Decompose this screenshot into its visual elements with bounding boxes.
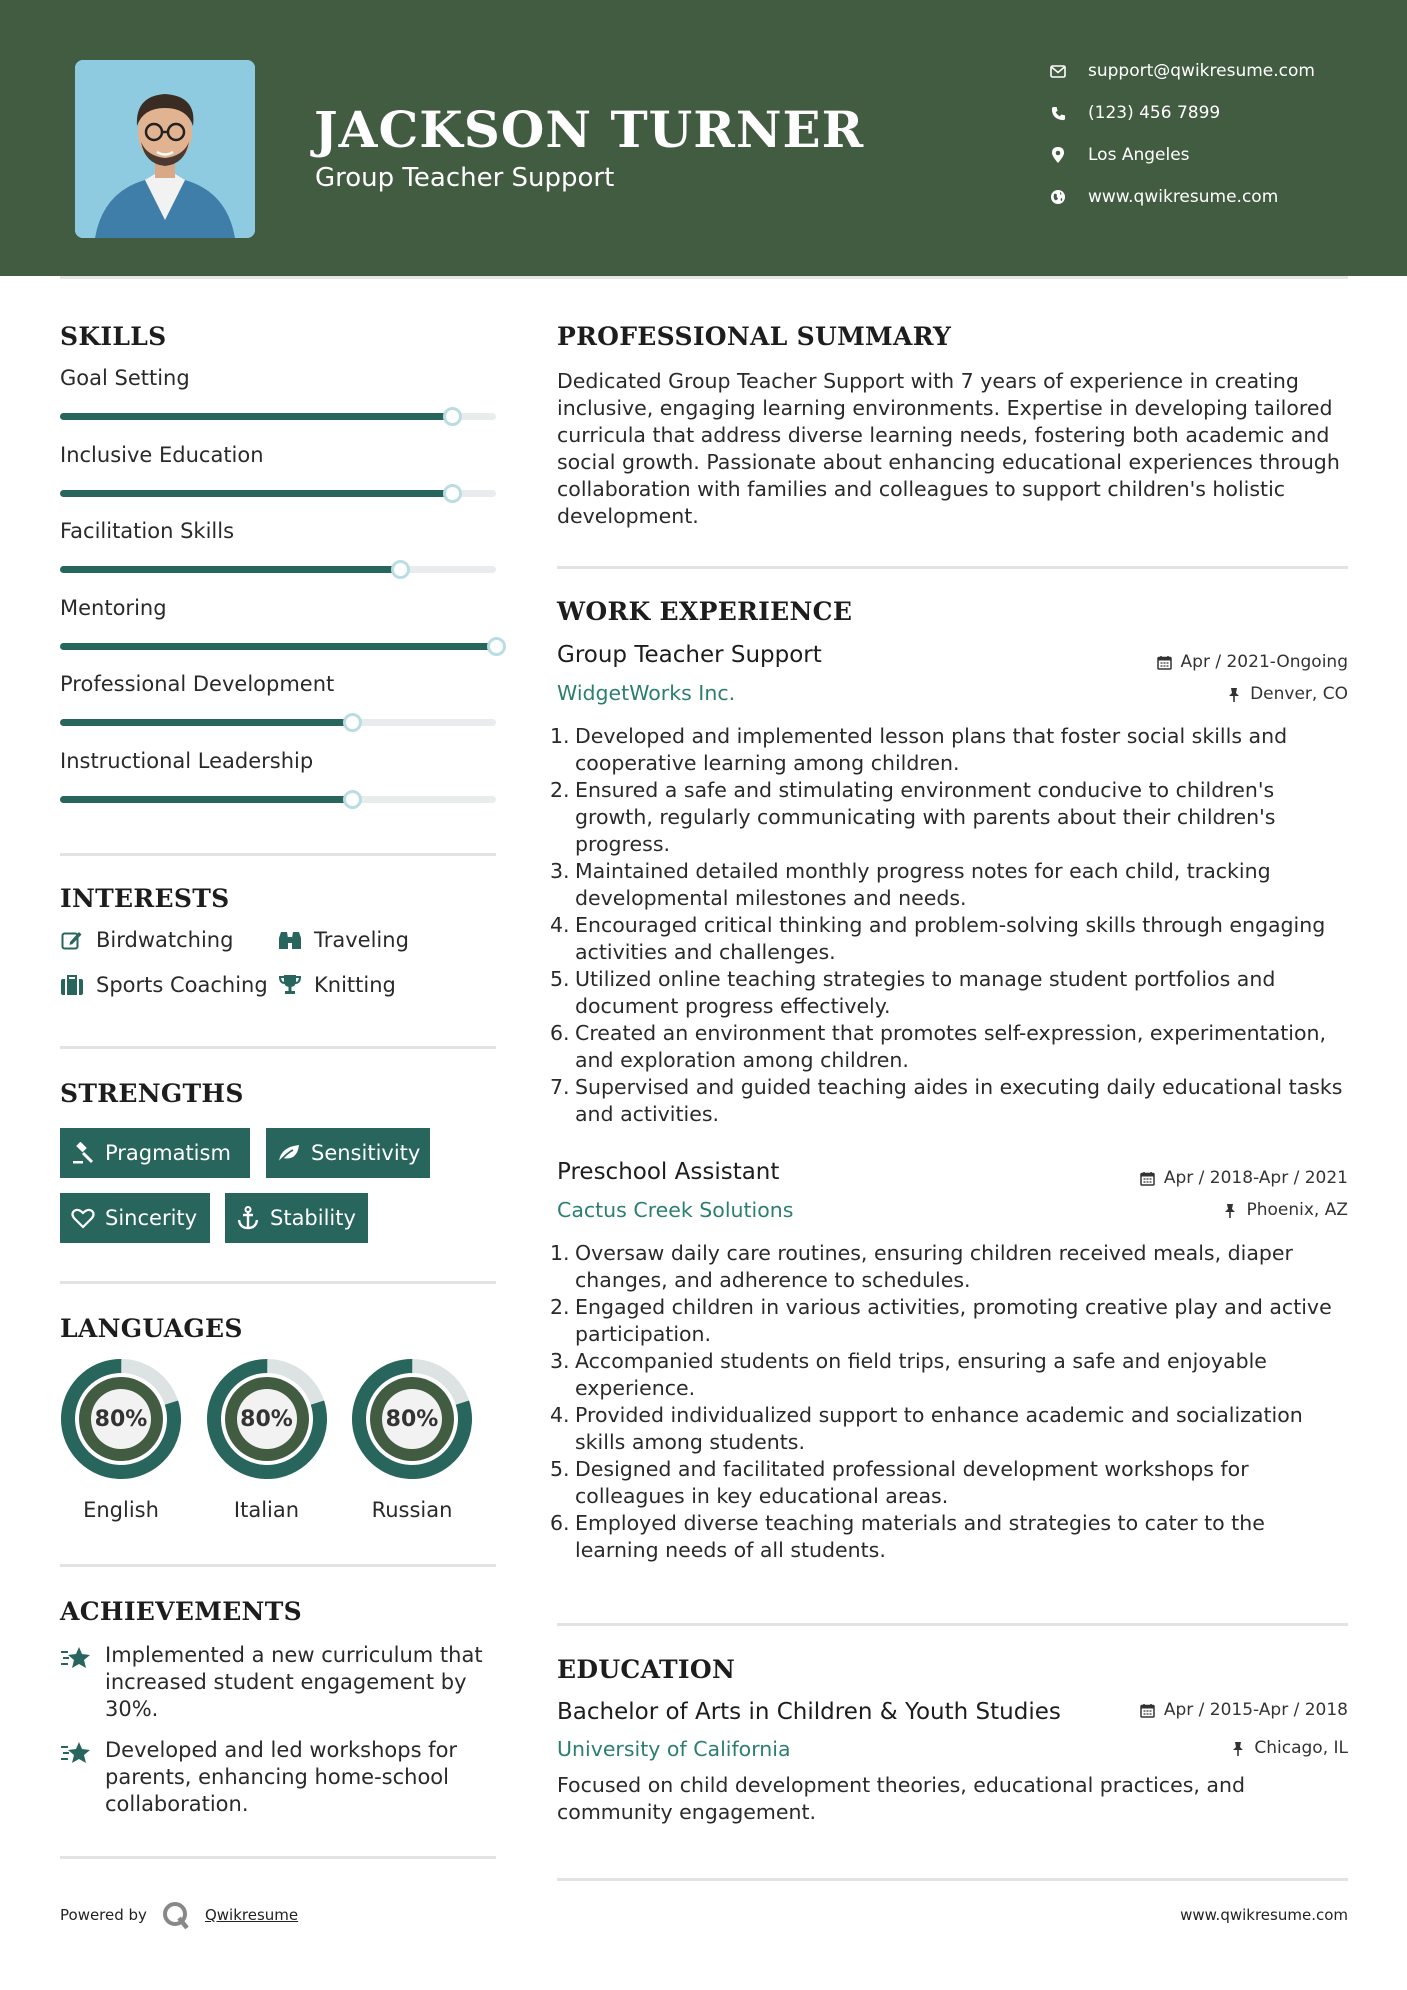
interest-item: Sports Coaching xyxy=(60,973,268,997)
skill-level-knob xyxy=(343,713,362,732)
skill-level-knob xyxy=(343,790,362,809)
calendar-icon xyxy=(1140,1170,1156,1186)
job-bullets xyxy=(550,723,1350,1128)
language-name: Russian xyxy=(371,1498,453,1522)
skill-label: Goal Setting xyxy=(60,366,190,390)
strength-badge: Sensitivity xyxy=(266,1128,430,1178)
globe-icon xyxy=(1050,189,1066,205)
job-dates: Apr / 2018-Apr / 2021 xyxy=(1140,1168,1348,1188)
heart-icon xyxy=(71,1206,95,1230)
company-name: WidgetWorks Inc. xyxy=(557,681,736,705)
contact-phone[interactable]: (123) 456 7899 xyxy=(1050,98,1220,128)
job-bullet: 7. Supervised and guided teaching aides in executing daily educational tasks and activities. xyxy=(550,1075,1343,1126)
education-description: Focused on child development theories, educational practices, and community engagement. xyxy=(557,1773,1245,1824)
job-bullet: 3. Accompanied students on field trips, ensuring a safe and enjoyable experience. xyxy=(550,1349,1267,1400)
summary-text: Dedicated Group Teacher Support with 7 years of experience in creating inclusive, engaging learning environments. Expertise in developing tailored curricula that address diverse learning needs, fostering both academic and social growth. Passionate about enhancing educational experiences through collaboration with families and colleagues to support children's holistic development. xyxy=(557,369,1340,528)
skill-level-track xyxy=(60,413,496,420)
skill-label: Professional Development xyxy=(60,672,335,696)
divider xyxy=(60,1281,496,1284)
company-name: Cactus Creek Solutions xyxy=(557,1198,794,1222)
resume-header xyxy=(0,0,1407,276)
leaf-icon xyxy=(277,1141,301,1165)
skill-level-track xyxy=(60,719,496,726)
job-bullet: 1. Oversaw daily care routines, ensuring children received meals, diaper changes, and adherence to schedules. xyxy=(550,1241,1293,1292)
footer-powered-by: Powered by Qwikresume xyxy=(60,1900,298,1930)
education-heading: EDUCATION xyxy=(557,1655,736,1684)
job-bullet: 6. Created an environment that promotes self-expression, experimentation, and exploration among children. xyxy=(550,1021,1327,1072)
divider xyxy=(60,1856,496,1859)
candidate-title: Group Teacher Support xyxy=(315,163,615,193)
language-percent: 80% xyxy=(240,1406,293,1432)
contact-email[interactable]: support@qwikresume.com xyxy=(1050,56,1315,86)
footer-website[interactable]: www.qwikresume.com xyxy=(1180,1906,1348,1924)
skill-level-fill xyxy=(60,719,352,726)
profile-photo xyxy=(75,60,255,238)
binoculars-icon xyxy=(278,928,302,952)
summary-heading: PROFESSIONAL SUMMARY xyxy=(557,322,952,351)
pencil-square-icon xyxy=(60,928,84,952)
skill-level-fill xyxy=(60,796,352,803)
skills-heading: SKILLS xyxy=(60,322,167,351)
map-pin-icon xyxy=(1050,147,1066,163)
strength-badge: Pragmatism xyxy=(60,1128,250,1178)
job-bullet: 2. Ensured a safe and stimulating environment conducive to children's growth, regularly communicating with parents about their children's progress. xyxy=(550,778,1276,856)
strength-badge: Stability xyxy=(225,1193,368,1243)
experience-heading: WORK EXPERIENCE xyxy=(557,597,853,626)
gavel-icon xyxy=(71,1141,95,1165)
language-percent: 80% xyxy=(385,1406,439,1432)
divider xyxy=(557,566,1348,569)
skill-level-track xyxy=(60,566,496,573)
skill-level-fill xyxy=(60,490,452,497)
pushpin-icon xyxy=(1230,1740,1246,1756)
achievements-heading: ACHIEVEMENTS xyxy=(60,1597,302,1626)
job-location: Denver, CO xyxy=(1226,684,1348,704)
skill-level-fill xyxy=(60,413,452,420)
education-location: Chicago, IL xyxy=(1230,1738,1348,1758)
strength-badge: Sincerity xyxy=(60,1193,210,1243)
pushpin-icon xyxy=(1226,686,1242,702)
anchor-icon xyxy=(236,1206,260,1230)
language-name: Italian xyxy=(233,1498,300,1522)
contact-website[interactable]: www.qwikresume.com xyxy=(1050,182,1278,212)
skill-level-fill xyxy=(60,566,400,573)
skill-level-fill xyxy=(60,643,496,650)
job-bullet: 5. Utilized online teaching strategies to manage student portfolios and document progress effectively. xyxy=(550,967,1276,1018)
candidate-name: JACKSON TURNER xyxy=(314,100,865,159)
job-bullet: 3. Maintained detailed monthly progress notes for each child, tracking developmental milestones and needs. xyxy=(550,859,1271,910)
calendar-icon xyxy=(1140,1702,1156,1718)
skill-level-knob xyxy=(487,637,506,656)
language-name: English xyxy=(83,1498,159,1522)
divider xyxy=(60,853,496,856)
divider xyxy=(60,1564,496,1567)
header-divider xyxy=(60,276,1348,279)
skill-label: Inclusive Education xyxy=(60,442,264,467)
shooting-star-icon xyxy=(60,1739,92,1767)
job-title: Preschool Assistant xyxy=(557,1159,780,1185)
degree-title: Bachelor of Arts in Children & Youth Studies xyxy=(557,1699,1061,1725)
skill-label: Instructional Leadership xyxy=(60,748,314,773)
interests-heading: INTERESTS xyxy=(60,884,230,913)
languages-heading: LANGUAGES xyxy=(60,1314,243,1343)
skill-label: Mentoring xyxy=(60,595,167,620)
job-bullet: 1. Developed and implemented lesson plans that foster social skills and cooperative learning among children. xyxy=(550,724,1288,775)
job-title: Group Teacher Support xyxy=(557,642,822,668)
divider xyxy=(557,1623,1348,1626)
phone-icon xyxy=(1050,105,1066,121)
shooting-star-icon xyxy=(60,1644,92,1672)
job-bullets xyxy=(550,1240,1350,1564)
job-bullet: 4. Encouraged critical thinking and problem-solving skills through engaging activities and challenges. xyxy=(550,913,1326,964)
envelope-icon xyxy=(1050,63,1066,79)
qwikresume-logo-icon xyxy=(161,1900,191,1930)
job-bullet: 5. Designed and facilitated professional development workshops for colleagues in key educational areas. xyxy=(550,1457,1249,1508)
job-dates: Apr / 2021-Ongoing xyxy=(1157,652,1348,672)
language-percent: 80% xyxy=(94,1406,148,1432)
skill-level-track xyxy=(60,796,496,803)
divider xyxy=(60,1046,496,1049)
job-bullet: 6. Employed diverse teaching materials and strategies to cater to the learning needs of all students. xyxy=(550,1511,1265,1562)
trophy-icon xyxy=(278,973,302,997)
skill-level-track xyxy=(60,643,496,650)
skill-level-knob xyxy=(443,484,462,503)
calendar-icon xyxy=(1157,654,1173,670)
skill-label: Facilitation Skills xyxy=(60,519,235,543)
contact-location: Los Angeles xyxy=(1050,140,1190,170)
skill-level-knob xyxy=(391,560,410,579)
divider xyxy=(557,1878,1348,1881)
qwikresume-link[interactable]: Qwikresume xyxy=(204,1906,299,1924)
briefcase-icon xyxy=(60,973,84,997)
school-name: University of California xyxy=(557,1737,791,1761)
skill-level-track xyxy=(60,490,496,497)
interest-item: Birdwatching xyxy=(60,928,233,952)
skill-level-knob xyxy=(443,407,462,426)
job-bullet: 4. Provided individualized support to enhance academic and socialization skills among students. xyxy=(550,1403,1303,1454)
job-bullet: 2. Engaged children in various activities, promoting creative play and active participation. xyxy=(550,1295,1332,1346)
pushpin-icon xyxy=(1222,1202,1238,1218)
interest-item: Knitting xyxy=(278,973,396,997)
job-location: Phoenix, AZ xyxy=(1222,1200,1348,1220)
strengths-heading: STRENGTHS xyxy=(60,1079,244,1108)
education-dates: Apr / 2015-Apr / 2018 xyxy=(1140,1700,1348,1720)
interest-item: Traveling xyxy=(278,928,409,952)
